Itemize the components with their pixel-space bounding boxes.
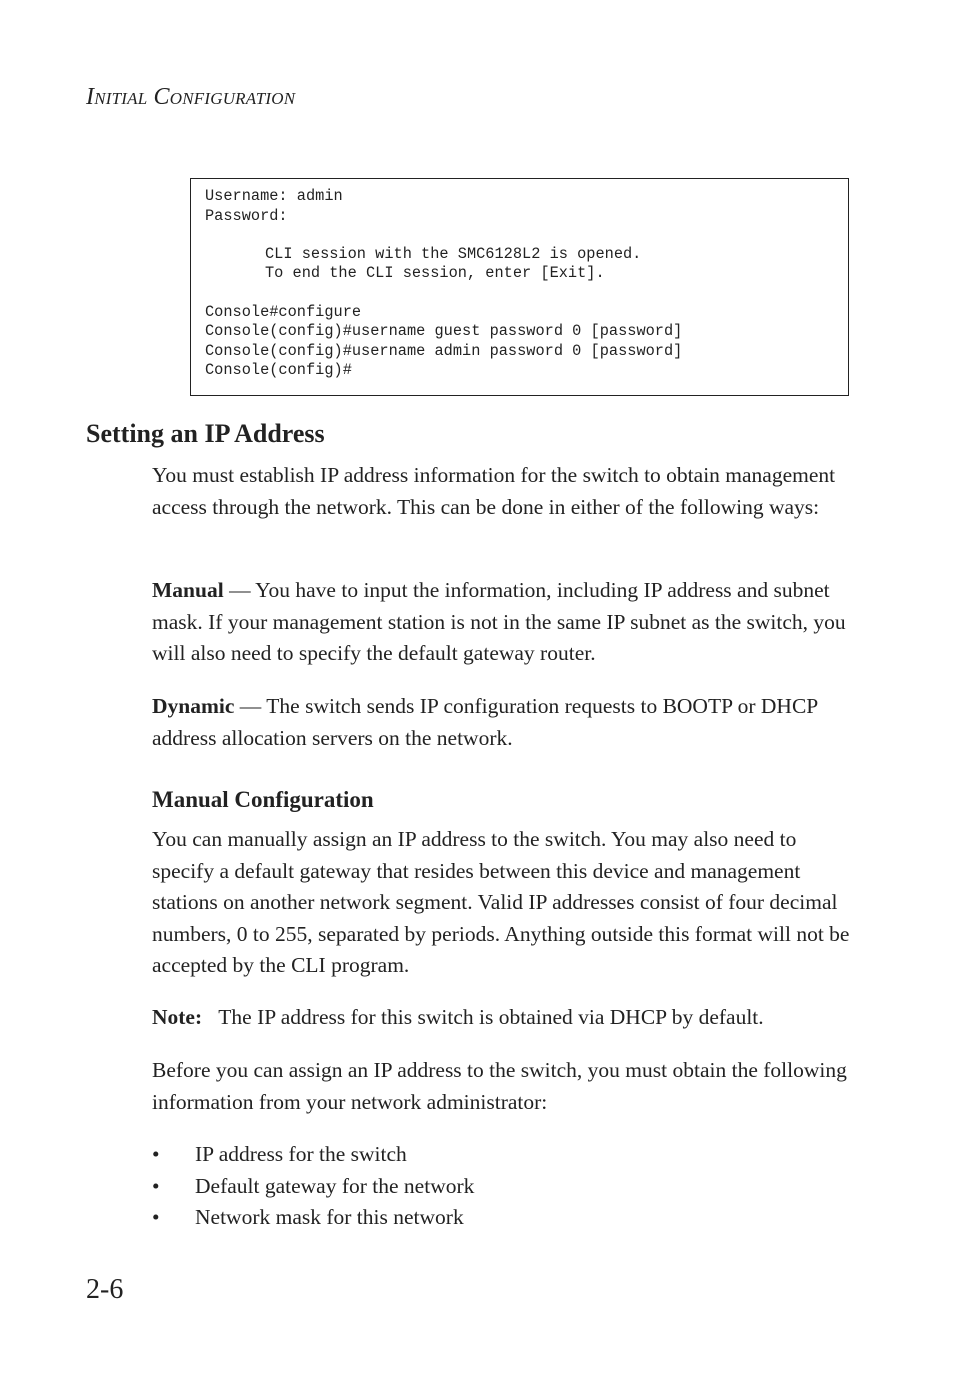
page-number: 2-6 — [86, 1274, 124, 1305]
console-code-block — [190, 178, 849, 396]
console-line: Password: — [205, 207, 288, 225]
list-item-text: Network mask for this network — [195, 1205, 464, 1229]
list-item-text: Default gateway for the network — [195, 1174, 475, 1198]
console-line: Console#configure — [205, 303, 362, 321]
note-text: The IP address for this switch is obtained via DHCP by default. — [218, 1005, 764, 1029]
console-line: Console(config)#username guest password 0 [password] — [205, 322, 683, 340]
list-item-text: IP address for the switch — [195, 1142, 407, 1166]
section-heading: Setting an IP Address — [86, 419, 325, 448]
note — [152, 1002, 852, 1034]
manual-paragraph — [152, 575, 852, 670]
manual-term: Manual — [152, 578, 224, 602]
before-paragraph: Before you can assign an IP address to the switch, you must obtain the following information from your network administrator: — [152, 1058, 847, 1114]
console-line: To end the CLI session, enter [Exit]. — [265, 264, 605, 282]
running-header: Initial Configuration — [86, 84, 296, 110]
dynamic-paragraph — [152, 691, 852, 754]
bullet-icon: • — [152, 1142, 160, 1166]
subsection-heading: Manual Configuration — [152, 787, 374, 812]
console-line: CLI session with the SMC6128L2 is opened. — [265, 245, 642, 263]
console-line: Console(config)# — [205, 361, 352, 379]
note-label: Note: — [152, 1005, 203, 1029]
manual-description: — You have to input the information, including IP address and subnet mask. If your management station is not in the same IP subnet as the switch, you will also need to specify the default gateway router. — [152, 578, 846, 665]
console-line: Console(config)#username admin password 0 [password] — [205, 342, 683, 360]
dynamic-description: — The switch sends IP configuration requests to BOOTP or DHCP address allocation servers on the network. — [152, 694, 818, 750]
bullet-icon: • — [152, 1205, 160, 1229]
bullet-icon: • — [152, 1174, 160, 1198]
manual-config-paragraph: You can manually assign an IP address to the switch. You may also need to specify a default gateway that resides between this device and management stations on another network segment. Valid IP addresses consist of four decimal numbers, 0 to 255, separated by periods. Anything outside this format will not be accepted by the CLI program. — [152, 827, 850, 977]
dynamic-term: Dynamic — [152, 694, 235, 718]
console-line: Username: admin — [205, 187, 343, 205]
intro-paragraph: You must establish IP address information for the switch to obtain management access through the network. This can be done in either of the following ways: — [152, 463, 836, 519]
